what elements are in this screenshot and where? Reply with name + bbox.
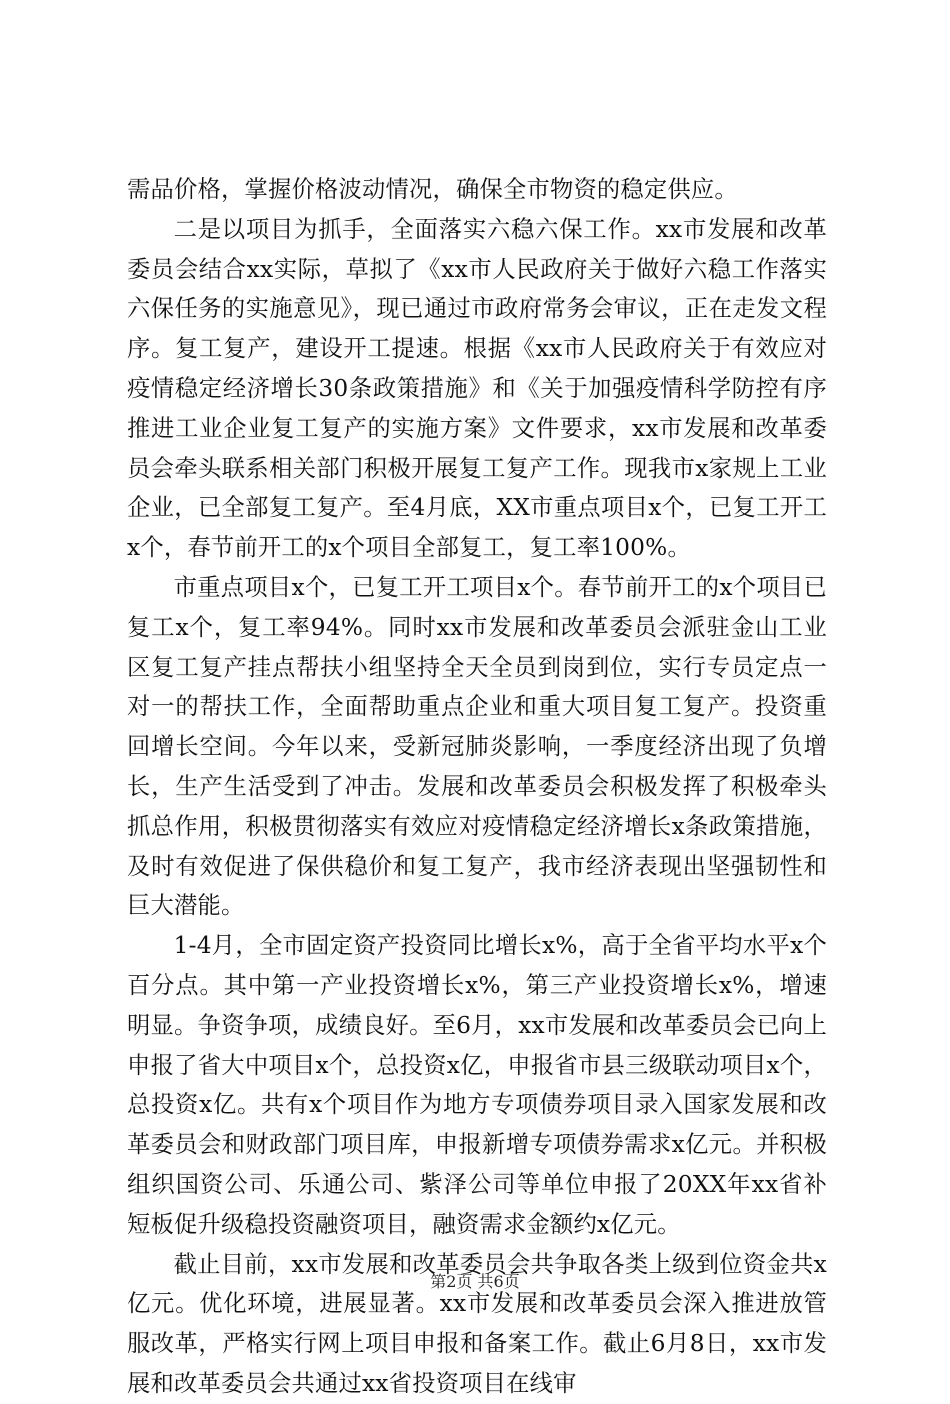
paragraph-funding-and-environment: 截止目前，xx市发展和改革委员会共争取各类上级到位资金共x亿元。优化环境，进展显著。xx市发展和改革委员会深入推进放管服改革，严格实行网上项目申报和备案工作。截止6月8日，xx市发展和改革委员会共通过xx省投资项目在线审 bbox=[127, 1250, 827, 1397]
page-footer bbox=[0, 1272, 950, 1292]
paragraph-fixed-asset-investment: 1-4月，全市固定资产投资同比增长x%，高于全省平均水平x个百分点。其中第一产业投资增长x%，第三产业投资增长x%，增速明显。争资争项，成绩良好。至6月，xx市发展和改革委员会已向上申报了省大中项目x个，总投资x亿，申报省市县三级联动项目x个，总投资x亿。共有x个项目作为地方专项债券项目录入国家发展和改革委员会和财政部门项目库，申报新增专项债券需求x亿元。并积极组织国资公司、乐通公司、紫泽公司等单位申报了20XX年xx省补短板促升级稳投资融资项目，融资需求金额约x亿元。 bbox=[127, 932, 827, 1238]
paragraph-six-stable-six-guarantee: 二是以项目为抓手，全面落实六稳六保工作。xx市发展和改革委员会结合xx实际，草拟了《xx市人民政府关于做好六稳工作落实六保任务的实施意见》，现已通过市政府常务会审议，正在走发文程序。复工复产，建设开工提速。根据《xx市人民政府关于有效应对疫情稳定经济增长30条政策措施》和《关于加强疫情科学防控有序推进工业企业复工复产的实施方案》文件要求，xx市发展和改革委员会牵头联系相关部门积极开展复工复产工作。现我市x家规上工业企业，已全部复工复产。至4月底，XX市重点项目x个，已复工开工x个，春节前开工的x个项目全部复工，复工率100%。 bbox=[127, 215, 827, 562]
page-number-label: 第2页 共6页 bbox=[430, 1272, 520, 1291]
paragraph-continued: 需品价格，掌握价格波动情况，确保全市物资的稳定供应。 bbox=[127, 176, 738, 203]
paragraph-key-projects-resumption: 市重点项目x个，已复工开工项目x个。春节前开工的x个项目已复工x个，复工率94%。同时xx市发展和改革委员会派驻金山工业区复工复产挂点帮扶小组坚持全天全员到岗到位，实行专员定点一对一的帮扶工作，全面帮助重点企业和重大项目复工复产。投资重回增长空间。今年以来，受新冠肺炎影响，一季度经济出现了负增长，生产生活受到了冲击。发展和改革委员会积极发挥了积极牵头抓总作用，积极贯彻落实有效应对疫情稳定经济增长x条政策措施，及时有效促进了保供稳价和复工复产，我市经济表现出坚强韧性和巨大潜能。 bbox=[127, 573, 827, 920]
document-body bbox=[127, 170, 827, 1404]
